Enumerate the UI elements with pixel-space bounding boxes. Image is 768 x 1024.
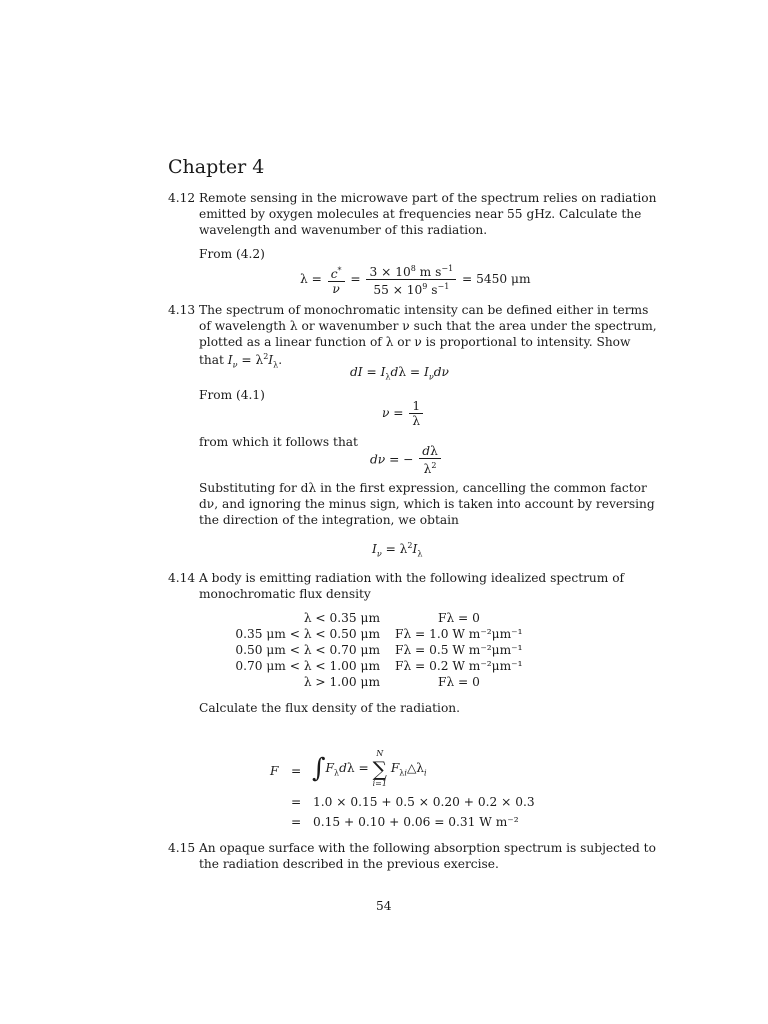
from-4-1: From (4.1) [199,388,265,402]
table-flux-2: Fλ = 1.0 W m⁻²μm⁻¹ [395,627,523,641]
table-range-1: λ < 0.35 μm [303,611,380,625]
table-flux-3: Fλ = 0.5 W m⁻²μm⁻¹ [395,643,523,657]
table-range-3: 0.50 μm < λ < 0.70 μm [235,643,380,657]
flux-symbol: F [270,764,279,778]
equals-sign-1: = [291,764,302,778]
page-number: 54 [376,899,392,913]
chapter-title: Chapter 4 [168,156,265,178]
equals-sign-3: = [291,815,302,829]
show-statement: that $I_\nu = \lambda^2I_\lambda$. [199,352,283,370]
table-flux-5: Fλ = 0 [438,675,480,689]
problem-4-15-line-2: the radiation described in the previous exercise. [199,857,499,871]
problem-4-14-line-1: A body is emitting radiation with the following idealized spectrum of [199,571,625,585]
problem-4-12-line-3: wavelength and wavenumber of this radiation. [199,223,488,237]
problem-number-4-14: 4.14 [168,571,196,585]
wavelength-result: = 5450 μm [462,272,531,287]
problem-4-13-line-2: of wavelength λ or wavenumber ν such that the area under the spectrum, [199,319,657,333]
intensity-equation: dI = $I_\lambda d\lambda = I_\nu d\nu$ [350,365,449,382]
problem-4-14-line-2: monochromatic flux density [199,587,371,601]
follows-text: from which it follows that [199,435,358,449]
table-flux-4: Fλ = 0.2 W m⁻²μm⁻¹ [395,659,523,673]
problem-4-15-line-1: An opaque surface with the following absorption spectrum is subjected to [199,841,656,855]
flux-integral: $\int F_\lambda d\lambda$ = N ∑ i=1 $F_{\lambda i}\triangle\lambda_i$ [312,748,427,788]
result-equation: $I_\nu = \lambda^2I_\lambda$ [372,541,423,559]
problem-number-4-15: 4.15 [168,841,196,855]
problem-4-13-line-1: The spectrum of monochromatic intensity can be defined either in terms [199,303,649,317]
table-range-2: 0.35 μm < λ < 0.50 μm [235,627,380,641]
wavelength-equation: λ = $\frac{c^*}{\nu}$ = $\frac{3 \times 10^8 m s^{-1}}{55 \times 10^9 s^{-1}}$ = 5450 μm [300,264,531,298]
dnu-equation: dν = − $\frac{d\lambda}{\lambda^2}$ [370,444,443,476]
table-range-5: λ > 1.00 μm [303,675,380,689]
substitution-line-2: dν, and ignoring the minus sign, which is taken into account by reversing [199,497,655,511]
nu-equation: ν = $\frac{1}{\lambda}$ [382,398,425,428]
table-flux-1: Fλ = 0 [438,611,480,625]
flux-step-2: 1.0 × 0.15 + 0.5 × 0.20 + 0.2 × 0.3 [313,795,535,809]
substitution-line-3: the direction of the integration, we obtain [199,513,459,527]
problem-number-4-12: 4.12 [168,191,196,205]
problem-4-13-line-3: plotted as a linear function of λ or ν is proportional to intensity. Show [199,335,631,349]
from-4-2: From (4.2) [199,247,265,261]
substitution-line-1: Substituting for dλ in the first expression, cancelling the common factor [199,481,647,495]
problem-4-12-line-1: Remote sensing in the microwave part of the spectrum relies on radiation [199,191,657,205]
table-range-4: 0.70 μm < λ < 1.00 μm [235,659,380,673]
calculate-text: Calculate the flux density of the radiation. [199,701,461,715]
flux-step-3: 0.15 + 0.10 + 0.06 = 0.31 W m⁻² [313,815,519,829]
equals-sign-2: = [291,795,302,809]
problem-4-12-line-2: emitted by oxygen molecules at frequencies near 55 gHz. Calculate the [199,207,642,221]
problem-number-4-13: 4.13 [168,303,196,317]
